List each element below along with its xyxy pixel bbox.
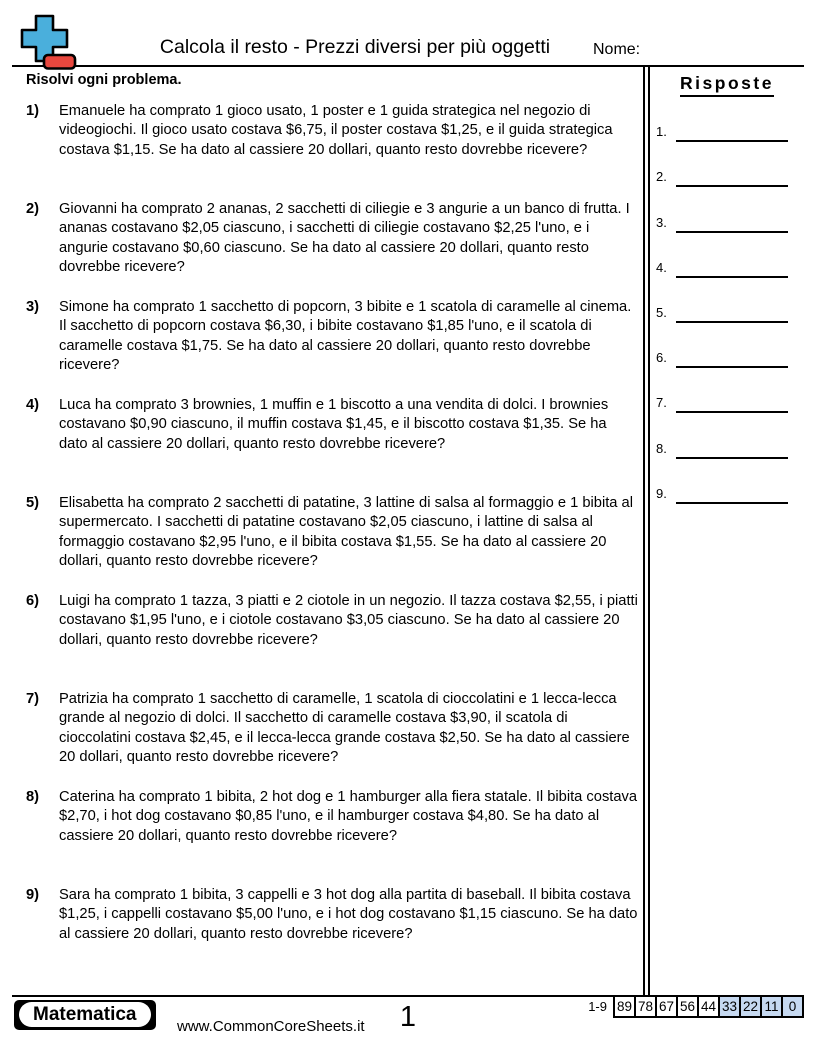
answer-blank-line[interactable] <box>676 449 788 459</box>
problem-number: 6) <box>26 593 40 609</box>
answers-list <box>650 97 804 504</box>
page-title: Calcola il resto - Prezzi diversi per più oggetti <box>159 36 551 58</box>
instructions: Risolvi ogni problema. <box>26 72 182 88</box>
answer-number: 8. <box>656 440 667 456</box>
problem-text: Patrizia ha comprato 1 sacchetto di caramelle, 1 scatola di cioccolatini e 1 lecca-lecca grande al negozio di dolci. Il sacchetto di caramelle costava $3,90, il scatola di cioccolatini costava $2,45, e il lecca-lecca grande costava $2,50. Se ha dato al cassiere 20 dollari, quanto resto dovrebbe ricevere? <box>59 691 630 766</box>
column-divider <box>643 67 650 995</box>
score-cell: 44 <box>697 995 720 1018</box>
answer-row <box>650 142 804 187</box>
problem-item <box>26 788 643 886</box>
problem-number: 2) <box>26 201 40 217</box>
answer-row <box>650 323 804 368</box>
answer-number: 6. <box>656 350 667 366</box>
answer-number: 1. <box>656 124 667 140</box>
footer <box>12 995 804 1056</box>
score-cell: 67 <box>655 995 678 1018</box>
score-table <box>588 995 804 1018</box>
score-cell: 33 <box>718 995 741 1018</box>
problem-item <box>26 690 643 788</box>
problem-item <box>26 886 643 984</box>
problem-text: Giovanni ha comprato 2 ananas, 2 sacchetti di ciliegie e 3 angurie a un banco di frutta. I ananas costavano $2,05 ciascuno, i sacchetti di ciliegie costavano $2,25 l'uno, e i angurie costavano $0,60 ciascuno. Se ha dato al cassiere 20 dollari, quanto resto dovrebbe ricevere? <box>59 201 630 276</box>
score-cell: 11 <box>760 995 783 1018</box>
problem-number: 7) <box>26 691 40 707</box>
problem-item <box>26 494 643 592</box>
brand-plus-minus-icon <box>18 13 78 71</box>
problem-item <box>26 200 643 298</box>
problem-text: Elisabetta ha comprato 2 sacchetti di patatine, 3 lattine di salsa al formaggio e 1 bibita al supermercato. I sacchetti di patatine costavano $2,05 ciascuno, i lattine di salsa al formaggio costavano $2,95 l'uno, e il bibita costava $1,55. Se ha dato al cassiere 20 dollari, quanto resto dovrebbe ricevere? <box>59 495 633 570</box>
answer-row <box>650 459 804 504</box>
answer-blank-line[interactable] <box>676 132 788 142</box>
answer-blank-line[interactable] <box>676 358 788 368</box>
problem-item <box>26 396 643 494</box>
score-range-label: 1-9 <box>588 998 607 1014</box>
header <box>12 0 804 67</box>
problem-text: Luca ha comprato 3 brownies, 1 muffin e 1 biscotto a una vendita di dolci. I brownies costavano $0,90 ciascuno, il muffin costava $1,45, e il biscotto costava $1,35. Se ha dato al cassiere 20 dollari, quanto resto dovrebbe ricevere? <box>59 397 609 452</box>
problem-text: Caterina ha comprato 1 bibita, 2 hot dog e 1 hamburger alla fiera statale. Il bibita costava $2,70, i hot dog costavano $0,85 l'uno, e il hamburger costava $4,80. Se ha dato al cassiere 20 dollari, quanto resto dovrebbe ricevere? <box>59 789 638 844</box>
problem-number: 1) <box>26 103 40 119</box>
score-cell: 22 <box>739 995 762 1018</box>
answer-number: 2. <box>656 169 667 185</box>
answers-column <box>650 67 804 995</box>
answer-blank-line[interactable] <box>676 268 788 278</box>
name-write-in-area[interactable] <box>640 25 804 65</box>
problem-number: 5) <box>26 495 40 511</box>
name-label: Nome: <box>593 41 641 58</box>
answer-row <box>650 97 804 142</box>
problems-column <box>12 67 643 995</box>
score-cell: 56 <box>676 995 699 1018</box>
problem-number: 9) <box>26 887 40 903</box>
score-cell: 89 <box>613 995 636 1018</box>
problem-number: 8) <box>26 789 40 805</box>
answer-number: 3. <box>656 214 667 230</box>
main-content <box>12 67 804 995</box>
answer-number: 4. <box>656 259 667 275</box>
website-url: www.CommonCoreSheets.it <box>177 1018 365 1035</box>
score-cell: 78 <box>634 995 657 1018</box>
answer-blank-line[interactable] <box>676 223 788 233</box>
problems-list <box>26 102 643 984</box>
problem-text: Simone ha comprato 1 sacchetto di popcorn, 3 bibite e 1 scatola di caramelle al cinema. Il sacchetto di popcorn costava $6,30, i bibite costavano $1,85 l'uno, e il scatola di caramelle costava $1,75. Se ha dato al cassiere 20 dollari, quanto resto dovrebbe ricevere? <box>59 299 632 374</box>
answer-blank-line[interactable] <box>676 177 788 187</box>
answer-row <box>650 233 804 278</box>
problem-number: 3) <box>26 299 40 315</box>
answer-blank-line[interactable] <box>676 403 788 413</box>
problem-text: Luigi ha comprato 1 tazza, 3 piatti e 2 ciotole in un negozio. Il tazza costava $2,55, i piatti costavano $1,95 l'uno, e i ciotole costavano $3,05 ciascuno. Se ha dato al cassiere 20 dollari, quanto resto dovrebbe ricevere? <box>59 593 638 648</box>
problem-text: Emanuele ha comprato 1 gioco usato, 1 poster e 1 guida strategica nel negozio di videogiochi. Il gioco usato costava $6,75, il poster costava $1,25, e il guida strategica costava $1,15. Se ha dato al cassiere 20 dollari, quanto resto dovrebbe ricevere? <box>59 103 613 158</box>
answer-number: 5. <box>656 304 667 320</box>
problem-text: Sara ha comprato 1 bibita, 3 cappelli e 3 hot dog alla partita di baseball. Il bibita costava $1,25, i cappelli costavano $5,00 l'uno, e i hot dog costavano $1,15 ciascuno. Se ha dato al cassiere 20 dollari, quanto resto dovrebbe ricevere? <box>59 887 638 942</box>
problem-item <box>26 298 643 396</box>
answer-number: 7. <box>656 395 667 411</box>
answer-row <box>650 368 804 413</box>
answer-blank-line[interactable] <box>676 494 788 504</box>
answer-blank-line[interactable] <box>676 313 788 323</box>
answers-title: Risposte <box>680 73 774 97</box>
answer-row <box>650 413 804 458</box>
answer-row <box>650 278 804 323</box>
problem-number: 4) <box>26 397 40 413</box>
brand-name: Matematica <box>19 1002 151 1027</box>
problem-item <box>26 102 643 200</box>
answer-number: 9. <box>656 485 667 501</box>
answer-row <box>650 187 804 232</box>
score-cell: 0 <box>781 995 804 1018</box>
problem-item <box>26 592 643 690</box>
page-number: 1 <box>399 1001 417 1033</box>
